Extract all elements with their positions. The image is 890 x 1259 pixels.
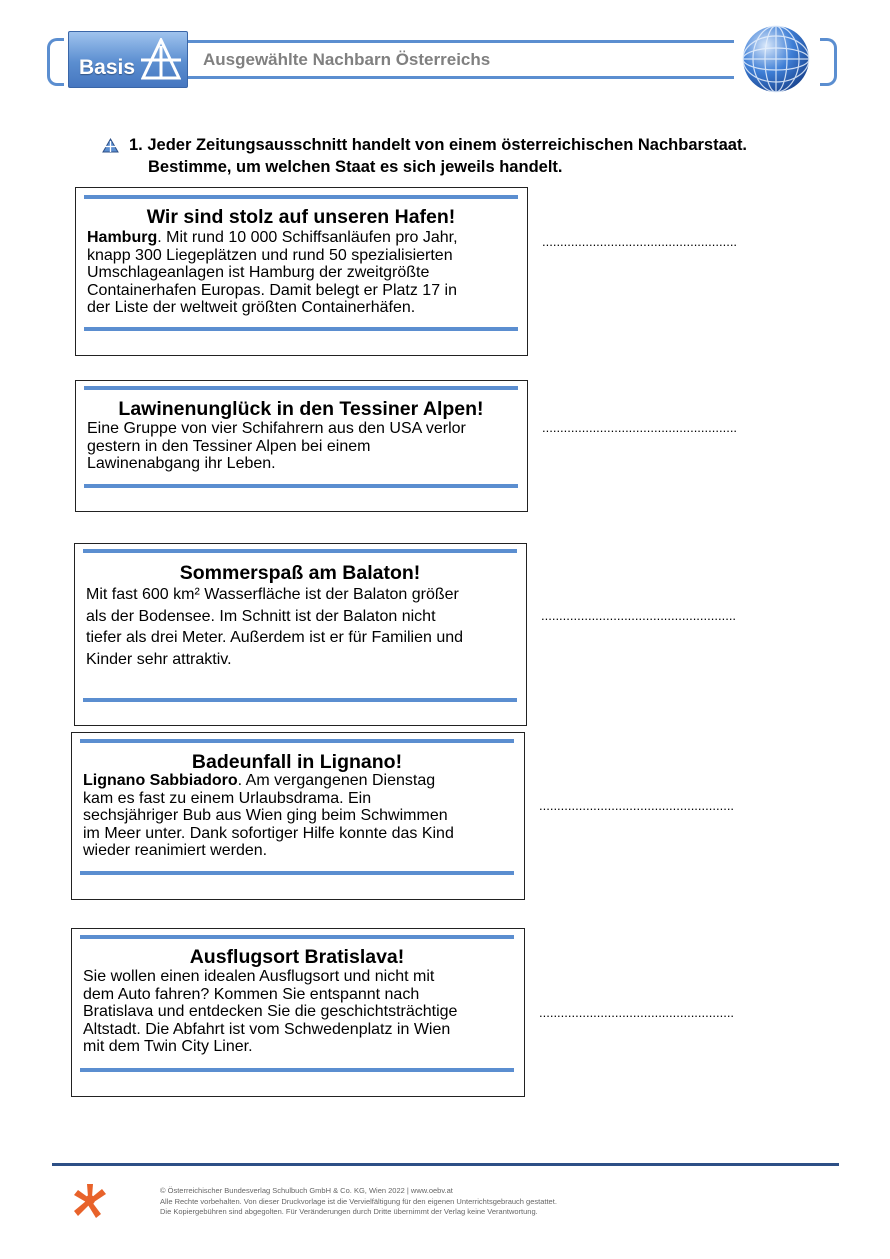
article-body [86,584,518,670]
globe-icon [740,24,812,94]
header-line-bottom [186,76,734,79]
header-line-top [186,40,734,43]
page-title: Ausgewählte Nachbarn Österreichs [203,50,491,69]
article-line: mit dem Twin City Liner. [83,1038,253,1055]
article-body [83,968,515,1056]
answer-line[interactable]: ...................................................... [539,1005,735,1020]
answer-line[interactable]: ...................................................... [542,234,738,249]
article-line: sechsjähriger Bub aus Wien ging beim Schwimmen [83,807,448,824]
article-body [83,772,515,860]
article-line: dem Auto fahren? Kommen Sie entspannt nach [83,985,420,1003]
article-line: kam es fast zu einem Urlaubsdrama. Ein [83,789,372,807]
article-body [87,420,517,473]
basis-badge [68,31,188,88]
answer-line[interactable]: ...................................................... [541,608,737,623]
article-bar-bottom [80,1068,514,1072]
article-bar-top [80,935,514,939]
article-line: Sie wollen einen idealen Ausflugsort und nicht mit [83,968,435,985]
article-line: Kinder sehr attraktiv. [86,650,232,668]
footer-line [52,1163,839,1166]
basis-level-icon [102,138,119,153]
article-line: gestern in den Tessiner Alpen bei einem [87,437,371,455]
article-bar-bottom [84,484,518,488]
footer-disclaimer: Die Kopiergebühren sind abgegolten. Für Veränderungen durch Dritte übernimmt der Verlag keine Verantwortung. [160,1207,538,1216]
header-bracket-left [47,38,64,86]
article-line: im Meer unter. Dank sofortiger Hilfe konnte das Kind [83,824,454,842]
oebv-logo-icon [72,1183,108,1219]
answer-line[interactable]: ...................................................... [542,420,738,435]
article-headline: Wir sind stolz auf unseren Hafen! [146,206,456,228]
article-bar-bottom [80,871,514,875]
article-headline: Lawinenunglück in den Tessiner Alpen! [118,398,484,420]
basis-badge-label: Basis [79,56,136,79]
article-bar-bottom [84,327,518,331]
article-line: knapp 300 Liegeplätzen und rund 50 spezialisierten [87,246,453,264]
article-line: Umschlageanlagen ist Hamburg der zweitgrößte [87,264,430,281]
task-instruction-line-1: 1. Jeder Zeitungsausschnitt handelt von einem österreichischen Nachbarstaat. [129,136,748,154]
article-dateline: Hamburg [87,229,158,246]
task-instruction-line-2: Bestimme, um welchen Staat es sich jeweils handelt. [148,158,563,176]
article-line: Lawinenabgang ihr Leben. [87,455,276,472]
article-headline: Badeunfall in Lignano! [191,751,403,773]
article-line [87,229,517,247]
article-bar-top [84,195,518,199]
footer-copyright: © Österreichischer Bundesverlag Schulbuch GmbH & Co. KG, Wien 2022 | www.oebv.at [160,1186,453,1195]
article-body [87,229,517,317]
article-headline: Ausflugsort Bratislava! [189,946,405,968]
article-bar-top [84,386,518,390]
article-line-text: . Mit rund 10 000 Schiffsanläufen pro Jahr, [157,229,458,246]
article-bar-top [80,739,514,743]
article-line: Containerhafen Europas. Damit belegt er Platz 17 in [87,281,457,299]
article-line: der Liste der weltweit größten Containerhäfen. [87,299,416,316]
article-bar-top [83,549,517,553]
article-line: wieder reanimiert werden. [83,842,268,859]
answer-line[interactable]: ...................................................... [539,798,735,813]
basis-level-icon [141,38,181,82]
article-line: tiefer als drei Meter. Außerdem ist er für Familien und [86,629,464,646]
article-line: als der Bodensee. Im Schnitt ist der Balaton nicht [86,607,436,625]
article-dateline: Lignano Sabbiadoro [83,772,238,789]
article-line [83,772,515,790]
article-line-text: . Am vergangenen Dienstag [237,772,436,789]
article-bar-bottom [83,698,517,702]
article-line: Bratislava und entdecken Sie die geschichtsträchtige [83,1003,458,1020]
footer-rights: Alle Rechte vorbehalten. Von dieser Druckvorlage ist die Vervielfältigung für den eigenen Unterrichtsgebrauch gestattet. [160,1197,557,1206]
header-bracket-right [820,38,837,86]
article-line: Eine Gruppe von vier Schifahrern aus den USA verlor [87,420,466,437]
article-line: Altstadt. Die Abfahrt ist vom Schwedenplatz in Wien [83,1020,451,1038]
article-headline: Sommerspaß am Balaton! [179,562,421,584]
article-line: Mit fast 600 km² Wasserfläche ist der Balaton größer [86,586,459,603]
